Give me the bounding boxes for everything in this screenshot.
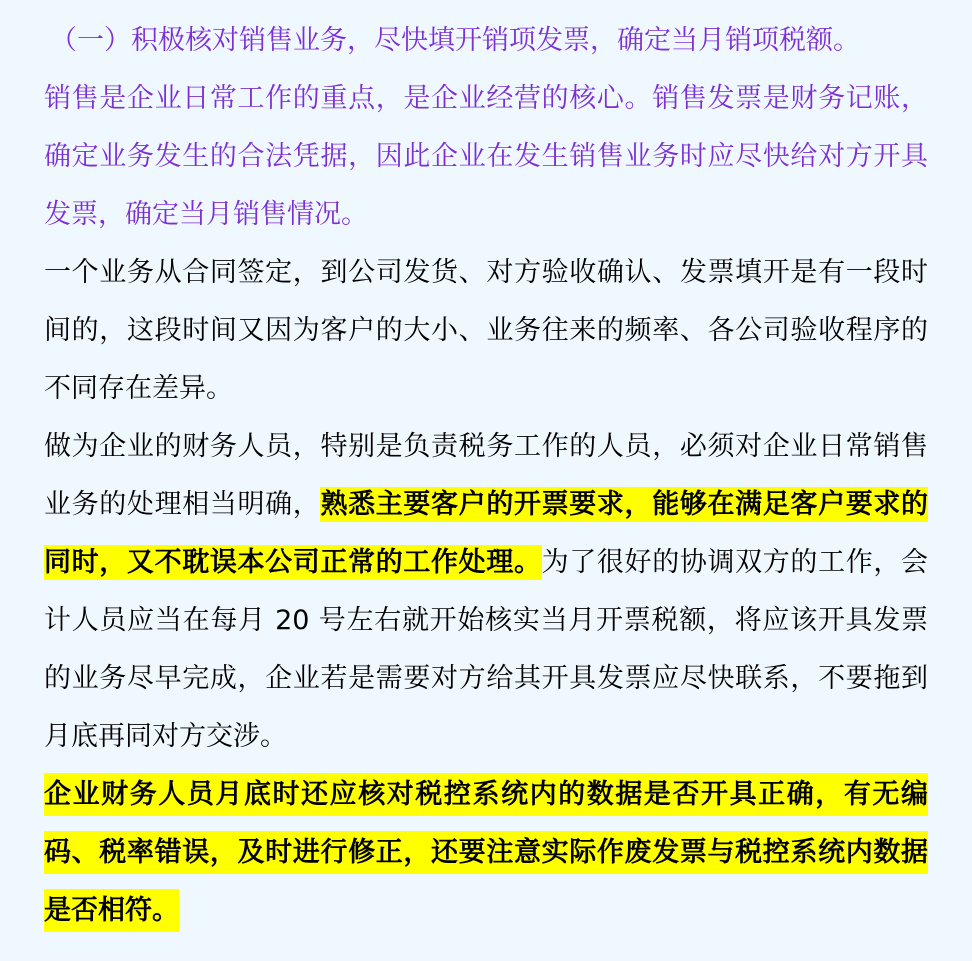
section-heading <box>44 12 928 70</box>
paragraph-3-highlight: 企业财务人员月底时还应核对税控系统内的数据是否开具正确，有无编码、税率错误，及时进行修正，还要注意实际作废发票与税控系统内数据是否相符。 <box>44 773 928 932</box>
intro-paragraph: 销售是企业日常工作的重点，是企业经营的核心。销售发票是财务记账，确定业务发生的合法凭据，因此企业在发生销售业务时应尽快给对方开具发票，确定当月销售情况。 <box>44 83 928 230</box>
paragraph-2-before: 做为企业的财务人员，特别是负责税务工作的人员，必须对企业日常销售业务的处理相当明确， <box>44 431 928 520</box>
paragraph-2-highlight: 熟悉主要客户的开票要求，能够在满足客户要求的同时，又不耽误本公司正常的工作处理。 <box>44 489 929 578</box>
paragraph-2 <box>44 418 928 766</box>
section-heading-text: （一）积极核对销售业务，尽快填开销项发票，确定当月销项税额。 <box>50 25 860 56</box>
paragraph-2-after: 为了很好的协调双方的工作，会计人员应当在每月 20 号左右就开始核实当月开票税额，将应该开具发票的业务尽早完成，企业若是需要对方给其开具发票应尽快联系，不要拖到月底再同对方交涉。 <box>44 547 929 752</box>
paragraph-1: 一个业务从合同签定，到公司发货、对方验收确认、发票填开是有一段时间的，这段时间又因为客户的大小、业务往来的频率、各公司验收程序的不同存在差异。 <box>44 257 928 404</box>
paragraph-3 <box>44 766 928 940</box>
